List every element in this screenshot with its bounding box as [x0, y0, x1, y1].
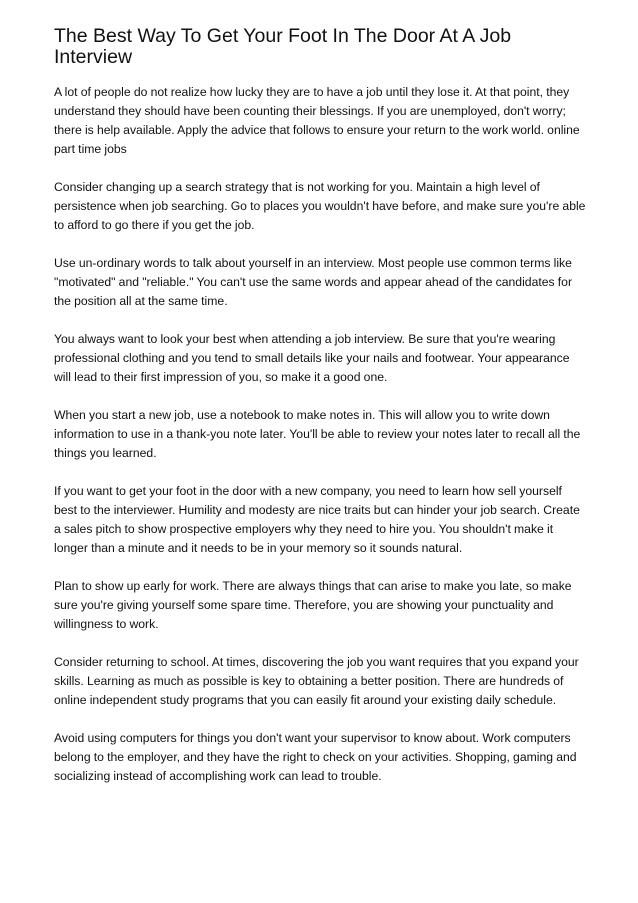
paragraph-interview-words: Use un-ordinary words to talk about yourself in an interview. Most people use common terms like "motivated" and "reliable." You can't use the same words and appear ahead of the candidates for the position all at the same time.: [54, 256, 573, 308]
paragraph-sales-pitch: If you want to get your foot in the door with a new company, you need to learn how sell yourself best to the interviewer. Humility and modesty are nice traits but can hinder your job search. Create a sales pitch to show prospective employers why they need to hire you. You shouldn't make it longer than a minute and it needs to be in your memory so it sounds natural.: [54, 484, 580, 555]
paragraph-punctuality: Plan to show up early for work. There are always things that can arise to make you late, so make sure you're giving yourself some spare time. Therefore, you are showing your punctuality and willingness to work.: [54, 579, 572, 631]
page-title: The Best Way To Get Your Foot In The Door At A Job Interview: [54, 25, 512, 68]
online-part-time-jobs-link[interactable]: online part time jobs: [54, 123, 580, 156]
paragraph-text: A lot of people do not realize how lucky they are to have a job until they lose it. At that point, they understand they should have been counting their blessings. If you are unemployed, don't worry; there is help available. Apply the advice that follows to ensure your return to the work world.: [54, 85, 570, 137]
paragraph-appearance: You always want to look your best when attending a job interview. Be sure that you're wearing professional clothing and you tend to small details like your nails and footwear. Your appearance will lead to their first impression of you, so make it a good one.: [54, 332, 570, 384]
paragraph-notebook: When you start a new job, use a notebook to make notes in. This will allow you to write down information to use in a thank-you note later. You'll be able to review your notes later to recall all the things you learned.: [54, 408, 581, 460]
paragraph-search-strategy: Consider changing up a search strategy that is not working for you. Maintain a high level of persistence when job searching. Go to places you wouldn't have before, and make sure you're able to afford to go there if you get the job.: [54, 180, 586, 232]
paragraph-work-computers: Avoid using computers for things you don't want your supervisor to know about. Work computers belong to the employer, and they have the right to check on your activities. Shopping, gaming and socializing instead of accomplishing work can lead to trouble.: [54, 731, 577, 783]
paragraph-intro: [54, 83, 588, 159]
paragraph-school: Consider returning to school. At times, discovering the job you want requires that you expand your skills. Learning as much as possible is key to obtaining a better position. There are hundreds of online independent study programs that you can easily fit around your existing daily schedule.: [54, 655, 579, 707]
document-body: [54, 26, 588, 805]
